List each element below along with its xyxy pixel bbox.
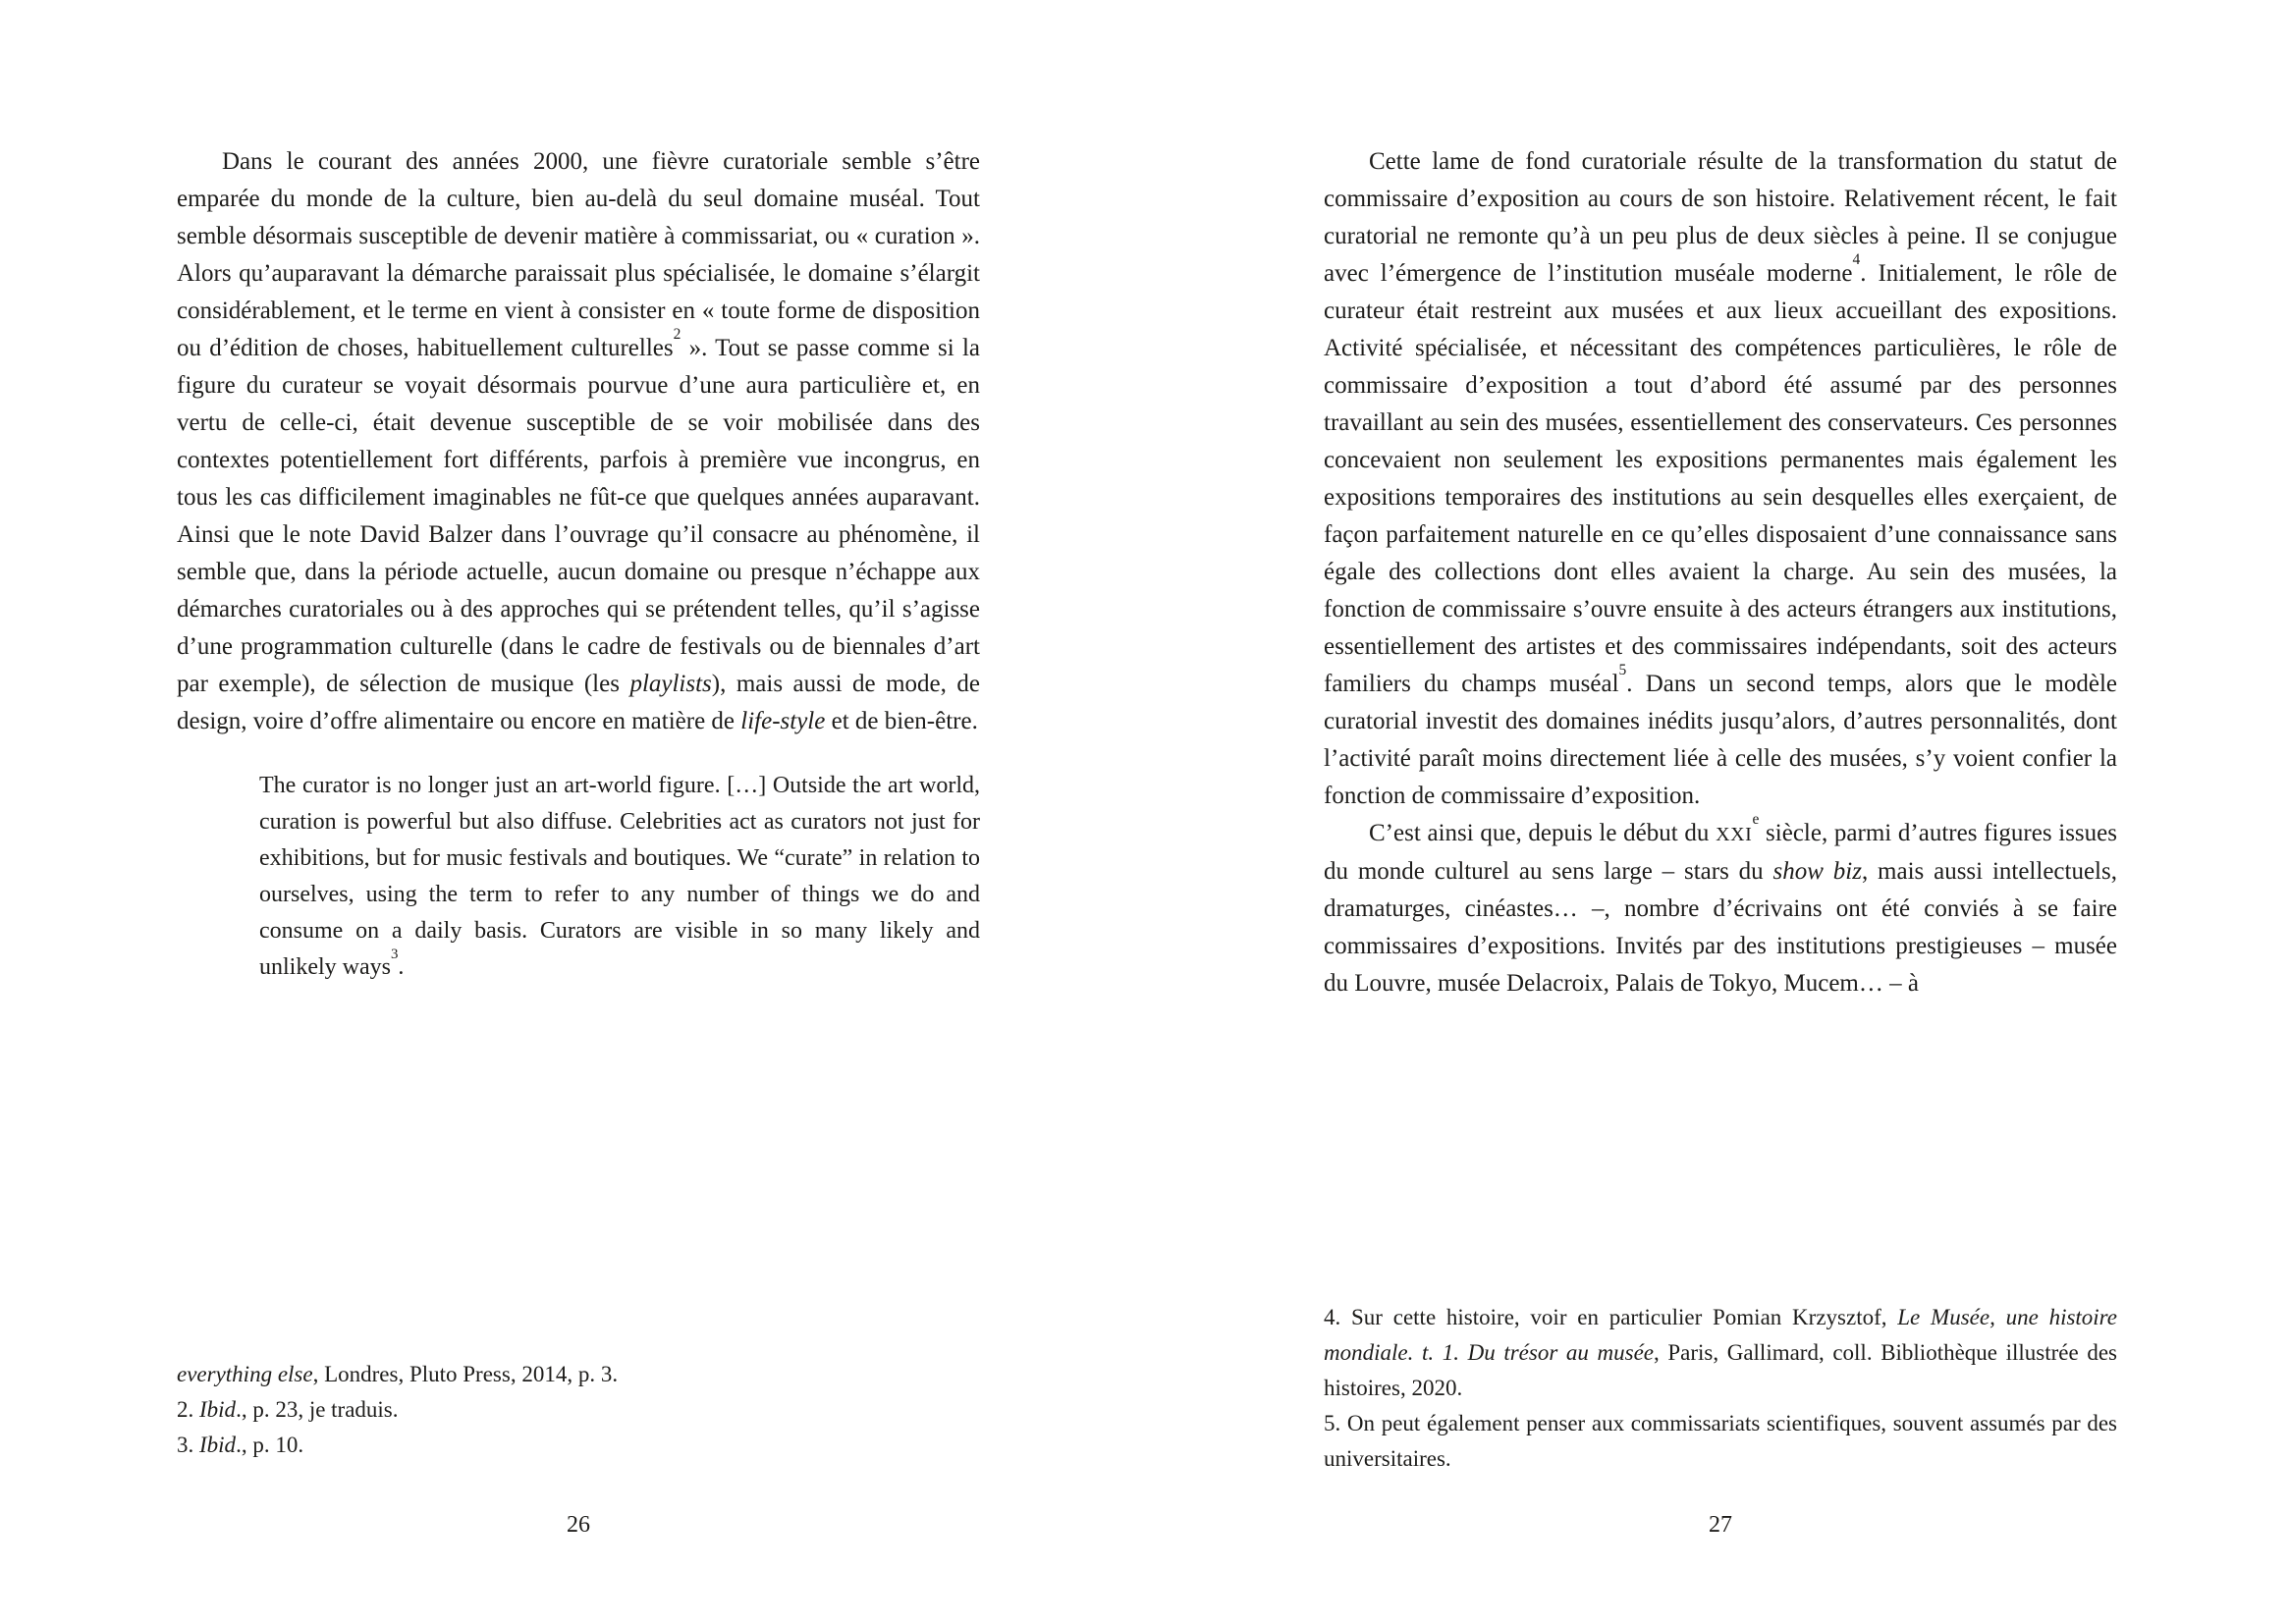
right-body-paragraph-1: Cette lame de fond curatoriale résulte de la transformation du statut de commissaire d’exposition au cours de son histoire. Relativement récent, le fait curatorial ne remonte qu’à un peu plus de deux siècles à peine. Il se conjugue avec l’émergence de l’institution muséale moderne$^4$. Initialement, le rôle de curateur était restreint aux musées et aux lieux accueillant des expositions. Activité spécialisée, et nécessitant des compétences particulières, le rôle de commissaire d’exposition a tout d’abord été assumé par des personnes travaillant au sein des musées, essentiellement des conservateurs. Ces personnes concevaient non seulement les expositions permanentes mais également les expositions temporaires des institutions au sein desquelles elles exerçaient, de façon parfaitement naturelle en ce qu’elles disposaient d’une connaissance sans égale des collections dont elles avaient la charge. Au sein des musées, la fonction de commissaire s’ouvre ensuite à des acteurs étrangers aux institutions, essentiellement des artistes et des commissaires indépendants, soit des acteurs familiers du champs muséal$^5$. Dans un second temps, alors que le modèle curatorial investit des domaines inédits jusqu’alors, d’autres personnalités, dont l’activité paraît moins directement liée à celle des musées, s’y voient confier la fonction de commissaire d’exposition.	[1324, 148, 2117, 809]
right-text-block	[1324, 143, 2117, 1002]
footnote-line: everything else, Londres, Pluto Press, 2014, p. 3.	[177, 1362, 619, 1386]
footnote-line: 2. Ibid., p. 23, je traduis.	[177, 1397, 399, 1422]
footnote-line: 3. Ibid., p. 10.	[177, 1433, 304, 1457]
left-footnotes	[177, 1357, 980, 1463]
block-quote: The curator is no longer just an art-world figure. […] Outside the art world, curation is powerful but also diffuse. Celebrities act as curators not just for exhibitions, but for music festivals and boutiques. We “curate” in relation to ourselves, using the term to refer to any number of things we do and consume on a daily basis. Curators are visible in so many likely and unlikely ways$^3$.	[259, 773, 980, 980]
right-footnotes	[1324, 1300, 2117, 1477]
footnote-line: 4. Sur cette histoire, voir en particulier Pomian Krzysztof, Le Musée, une histoire mondiale. t. 1. Du trésor au musée, Paris, Gallimard, coll. Bibliothèque illustrée des histoires, 2020.	[1324, 1305, 2117, 1400]
right-body-paragraph-2: C’est ainsi que, depuis le début du XXIe siècle, parmi d’autres figures issues du monde culturel au sens large – stars du show biz, mais aussi intellectuels, dramaturges, cinéastes… –, nombre d’écrivains ont été conviés à se faire commissaires d’expositions. Invités par des institutions prestigieuses – musée du Louvre, musée Delacroix, Palais de Tokyo, Mucem… – à	[1324, 810, 2117, 997]
page-right	[1144, 0, 2289, 1624]
page-left	[0, 0, 1144, 1624]
left-body-paragraph: Dans le courant des années 2000, une fièvre curatoriale semble s’être emparée du monde de la culture, bien au-delà du seul domaine muséal. Tout semble désormais susceptible de devenir matière à commissariat, ou « curation ». Alors qu’auparavant la démarche paraissait plus spécialisée, le domaine s’élargit considérablement, et le terme en vient à consister en « toute forme de disposition ou d’édition de choses, habituellement culturelles$^2$ ». Tout se passe comme si la figure du curateur se voyait désormais pourvue d’une aura particulière et, en vertu de celle-ci, était devenue susceptible de se voir mobilisée dans des contextes potentiellement fort différents, parfois à première vue incongrus, en tous les cas difficilement imaginables ne fût-ce que quelques années auparavant. Ainsi que le note David Balzer dans l’ouvrage qu’il consacre au phénomène, il semble que, dans la période actuelle, aucun domaine ou presque n’échappe aux démarches curatoriales ou à des approches qui se prétendent telles, qu’il s’agisse d’une programmation culturelle (dans le cadre de festivals ou de biennales d’art par exemple), de sélection de musique (les playlists), mais aussi de mode, de design, voire d’offre alimentaire ou encore en matière de life-style et de bien-être.	[177, 148, 980, 734]
left-text-block	[177, 143, 980, 986]
right-page-number: 27	[1709, 1512, 1732, 1538]
footnote-line: 5. On peut également penser aux commissariats scientifiques, souvent assumés par des universitaires.	[1324, 1411, 2117, 1471]
left-page-number: 26	[567, 1512, 590, 1538]
